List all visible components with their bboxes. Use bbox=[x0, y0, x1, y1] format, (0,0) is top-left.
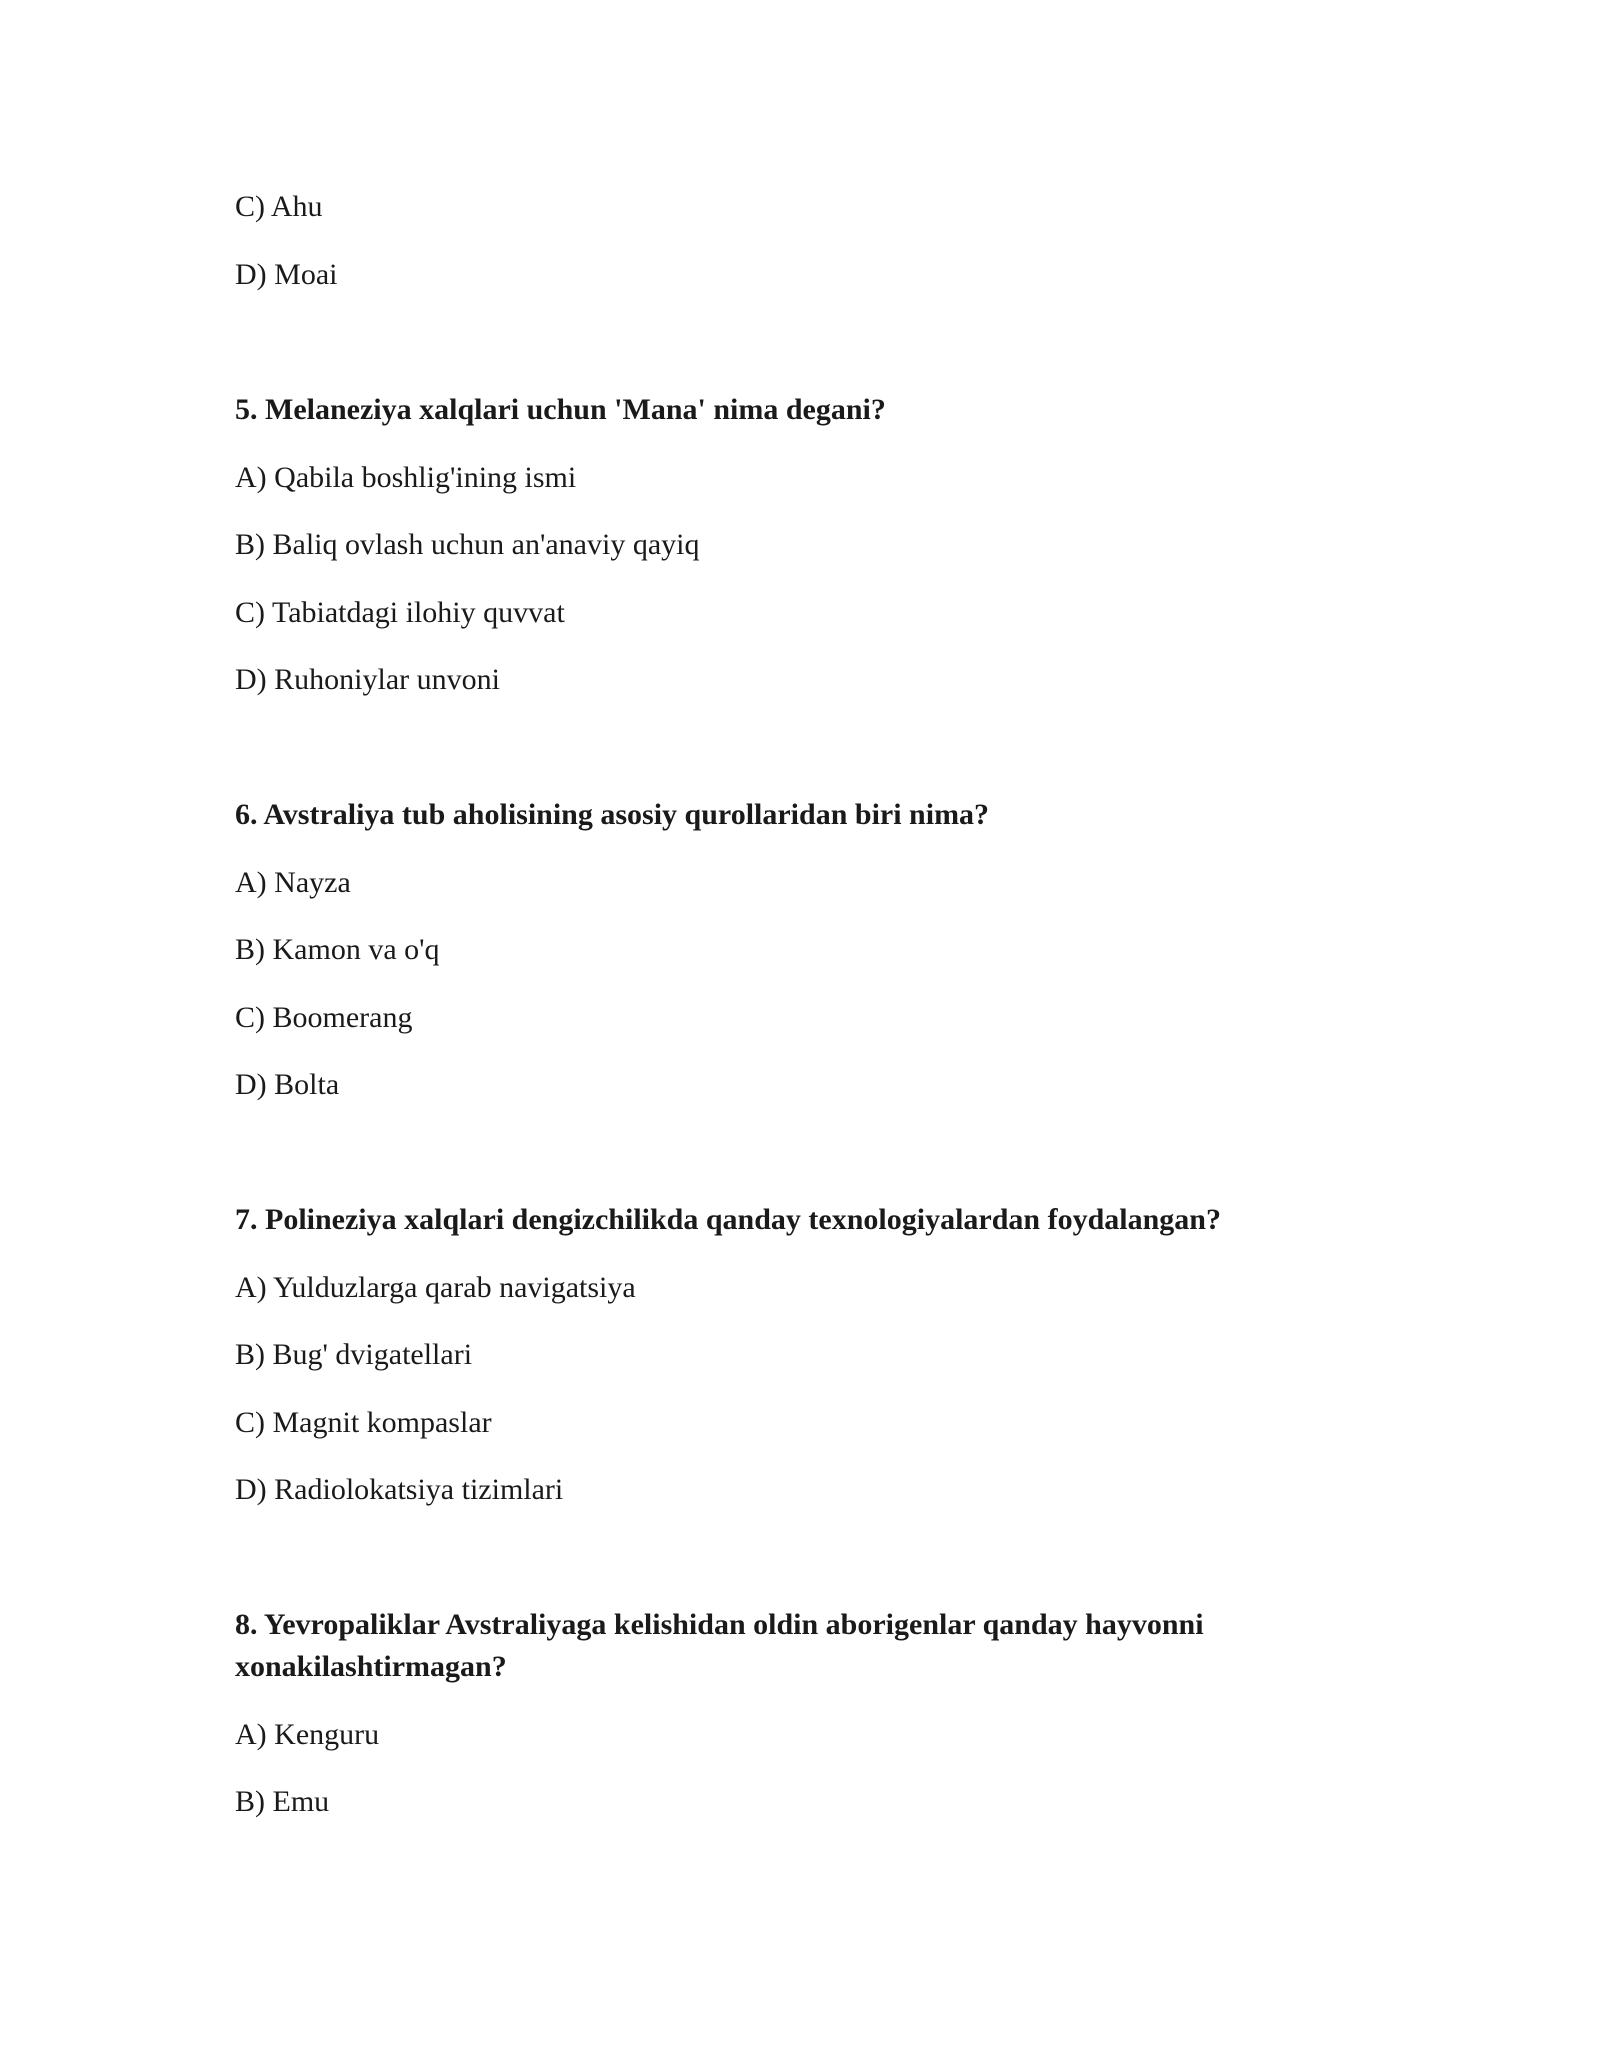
question-5-option-a: A) Qabila boshlig'ining ismi bbox=[235, 461, 577, 494]
question-6-option-c: C) Boomerang bbox=[235, 1001, 413, 1034]
question-7-option-a: A) Yulduzlarga qarab navigatsiya bbox=[235, 1271, 636, 1304]
question-6-option-d: D) Bolta bbox=[235, 1068, 340, 1101]
question-6: 6. Avstraliya tub aholisining asosiy qurollaridan biri nima? bbox=[235, 798, 990, 831]
question-6-option-b: B) Kamon va o'q bbox=[235, 933, 440, 966]
option-d: D) Moai bbox=[235, 258, 338, 291]
question-8: 8. Yevropaliklar Avstraliyaga kelishidan oldin aborigenlar qanday hayvonni xonakilashtirmagan? bbox=[235, 1608, 1204, 1683]
question-5: 5. Melaneziya xalqlari uchun 'Mana' nima degani? bbox=[235, 393, 886, 426]
question-5-option-c: C) Tabiatdagi ilohiy quvvat bbox=[235, 596, 565, 629]
question-7: 7. Polineziya xalqlari dengizchilikda qanday texnologiyalardan foydalangan? bbox=[235, 1203, 1221, 1236]
question-5-option-d: D) Ruhoniylar unvoni bbox=[235, 663, 500, 696]
question-6-option-a: A) Nayza bbox=[235, 866, 351, 899]
question-8-option-a: A) Kenguru bbox=[235, 1718, 380, 1751]
question-7-option-d: D) Radiolokatsiya tizimlari bbox=[235, 1473, 564, 1506]
question-7-option-c: C) Magnit kompaslar bbox=[235, 1406, 492, 1439]
question-5-option-b: B) Baliq ovlash uchun an'anaviy qayiq bbox=[235, 528, 700, 561]
question-7-option-b: B) Bug' dvigatellari bbox=[235, 1338, 473, 1371]
option-c: C) Ahu bbox=[235, 190, 323, 223]
question-8-option-b: B) Emu bbox=[235, 1785, 330, 1818]
